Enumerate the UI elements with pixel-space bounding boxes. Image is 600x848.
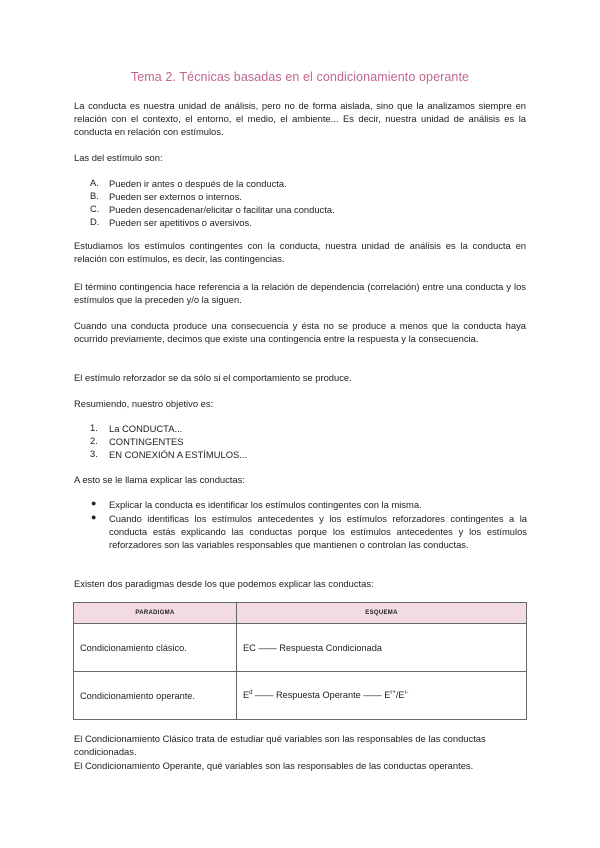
page-title: Tema 2. Técnicas basadas en el condicionamiento operante xyxy=(130,70,470,84)
column-header-paradigm: PARADIGMA xyxy=(74,603,237,624)
scheme-prefix: E xyxy=(243,690,250,701)
reinforcer-paragraph: El estímulo reforzador se da sólo si el comportamiento se produce. xyxy=(74,372,352,383)
objective-marker-3: 3. xyxy=(90,448,98,459)
stimulus-item-d: Pueden ser apetitivos o aversivos. xyxy=(109,217,252,228)
explain-item-1: Explicar la conducta es identificar los estímulos contingentes con la misma. xyxy=(109,499,422,510)
stimulus-item-c: Pueden desencadenar/elicitar o facilitar una conducta. xyxy=(109,204,335,215)
operant-paragraph: El Condicionamiento Operante, qué variables son las responsables de las conductas operantes. xyxy=(74,760,474,771)
paradigm-cell: Condicionamiento clásico. xyxy=(74,624,237,672)
objective-lead: Resumiendo, nuestro objetivo es: xyxy=(74,398,214,409)
bullet-icon: ● xyxy=(91,512,97,522)
scheme-separator: /E xyxy=(395,690,405,701)
objective-item-1: La CONDUCTA... xyxy=(109,423,183,434)
term-paragraph: El término contingencia hace referencia a la relación de dependencia (correlación) entre una conducta y los estímulos que la preceden y/o la siguen. xyxy=(74,281,526,306)
paradigms-lead: Existen dos paradigmas desde los que podemos explicar las conductas: xyxy=(74,578,374,589)
objective-marker-2: 2. xyxy=(90,435,98,446)
scheme-sup-positive: r+ xyxy=(390,690,396,697)
explain-lead: A esto se le llama explicar las conductas: xyxy=(74,474,245,485)
consequence-paragraph: Cuando una conducta produce una consecuencia y ésta no se produce a menos que la conducta haya ocurrido previamente, decimos que existe una contingencia entre la respuesta y la consecuencia. xyxy=(74,320,526,345)
stimulus-marker-c: C. xyxy=(90,203,100,214)
stimulus-item-a: Pueden ir antes o después de la conducta. xyxy=(109,178,287,189)
explain-item-2: Cuando identificas los estímulos antecedentes y los estímulos reforzadores contingentes a la conducta estás explicando las conductas porque los estímulos antecedentes y los estímulos reforzadores son las variables responsables que mantienen o controlan las conductas. xyxy=(109,513,527,551)
column-header-scheme: ESQUEMA xyxy=(237,603,527,624)
table-header-row xyxy=(74,603,527,624)
contingent-paragraph: Estudiamos los estímulos contingentes con la conducta, nuestra unidad de análisis es la conducta en relación con estímulos, es decir, las contingencias. xyxy=(74,240,526,265)
classic-paragraph: El Condicionamiento Clásico trata de estudiar qué variables son las responsables de las conductas condicionadas. xyxy=(74,733,486,758)
stimulus-item-b: Pueden ser externos o internos. xyxy=(109,191,242,202)
scheme-sup-negative: r- xyxy=(404,690,409,697)
stimulus-marker-d: D. xyxy=(90,216,100,227)
table-row xyxy=(74,672,527,720)
scheme-cell xyxy=(237,672,527,720)
scheme-middle: —— Respuesta Operante —— E xyxy=(252,690,391,701)
stimulus-marker-a: A. xyxy=(90,177,99,188)
stimulus-marker-b: B. xyxy=(90,190,99,201)
scheme-cell: EC —— Respuesta Condicionada xyxy=(237,624,527,672)
objective-item-3: EN CONEXIÓN A ESTÍMULOS... xyxy=(109,449,248,460)
paradigm-cell: Condicionamiento operante. xyxy=(74,672,237,720)
bullet-icon: ● xyxy=(91,498,97,508)
intro-paragraph: La conducta es nuestra unidad de análisis, pero no de forma aislada, sino que la analizamos siempre en relación con el contexto, el entorno, el medio, el ambiente... Es decir, nuestra unidad de análisis es la conducta en relación con estímulos. xyxy=(74,100,526,138)
scheme-prefix-sup: d xyxy=(249,690,253,697)
stimulus-lead: Las del estímulo son: xyxy=(74,152,163,163)
table-row xyxy=(74,624,527,672)
objective-marker-1: 1. xyxy=(90,422,98,433)
paradigm-table xyxy=(73,602,527,720)
objective-item-2: CONTINGENTES xyxy=(109,436,184,447)
